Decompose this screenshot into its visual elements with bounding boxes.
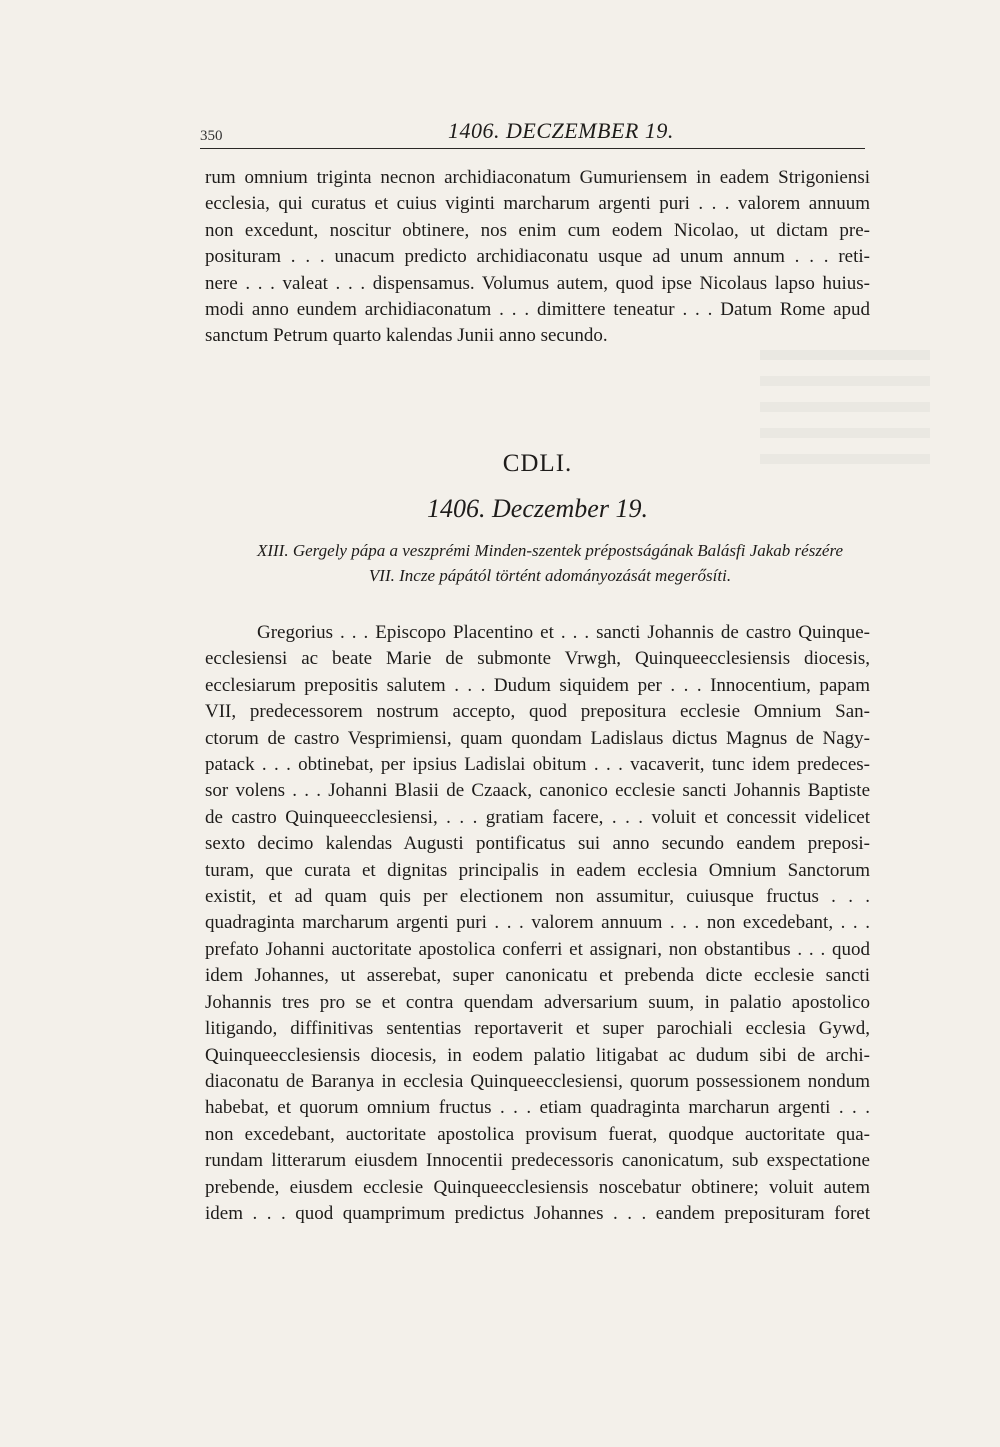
summary-line: XIII. Gergely pápa a veszprémi Minden-szentek prépostságának Balásfi Jakab részére [256, 541, 844, 560]
text-line: sexto decimo kalendas Augusti pontificatus sui anno secundo eandem preposi- [205, 833, 870, 855]
running-head [200, 118, 865, 150]
text-line: rum omnium triginta necnon archidiaconatum Gumuriensem in eadem Strigoniensi [205, 167, 870, 188]
continuation-paragraph [205, 165, 870, 350]
text-line: patack . . . obtinebat, per ipsius Ladislai obitum . . . vacaverit, tunc idem predeces- [205, 754, 870, 776]
text-line: prefato Johanni auctoritate apostolica conferri et assignari, non obstantibus . . . quod [205, 938, 870, 960]
text-line: Johannis tres pro se et contra quendam adversarium suum, in palatio apostolico [205, 991, 870, 1013]
document-number: CDLI. [502, 450, 573, 477]
text-line: ctorum de castro Vesprimiensi, quam quondam Ladislaus dictus Magnus de Nagy- [205, 727, 870, 749]
text-line: ecclesiarum prepositis salutem . . . Dudum siquidem per . . . Innocentium, papam [205, 674, 870, 696]
text-line: habebat, et quorum omnium fructus . . . etiam quadraginta marcharun argenti . . . [205, 1097, 870, 1119]
header-rule [200, 148, 865, 149]
text-line: prebende, eiusdem ecclesie Quinqueecclesiensis noscebatur obtinere; voluit autem [205, 1176, 870, 1198]
summary-line: VII. Incze pápától történt adományozását megerősíti. [368, 566, 732, 585]
text-line: sor volens . . . Johanni Blasii de Czaack, canonico ecclesie sancti Johannis Baptiste [205, 780, 870, 802]
text-line: diaconatu de Baranya in ecclesia Quinqueecclesiensi, quorum possessionem nondum [205, 1070, 870, 1092]
document-summary [230, 538, 870, 588]
text-line: modi anno eundem archidiaconatum . . . dimittere teneatur . . . Datum Rome apud [205, 299, 870, 321]
text-line: non excedebant, auctoritate apostolica provisum fuerat, quodque auctoritate qua- [205, 1123, 870, 1145]
text-line: idem . . . quod quamprimum predictus Johannes . . . eandem preposituram foret [205, 1202, 870, 1224]
text-line: Quinqueecclesiensis diocesis, in eodem palatio litigabat ac dudum sibi de archi- [205, 1044, 870, 1066]
text-line: VII, predecessorem nostrum accepto, quod prepositura ecclesie Omnium San- [205, 701, 870, 723]
running-title: 1406. DECZEMBER 19. [448, 118, 674, 143]
page-number: 350 [200, 128, 223, 144]
text-line: ecclesia, qui curatus et cuius viginti marcharum argenti puri . . . valorem annuum [205, 193, 870, 215]
text-line: sanctum Petrum quarto kalendas Junii anno secundo. [205, 325, 608, 347]
text-line: existit, et ad quam quis per electionem non assumitur, cuiusque fructus . . . [205, 886, 870, 908]
text-line: ecclesiensi ac beate Marie de submonte Vrwgh, Quinqueecclesiensis diocesis, [205, 648, 870, 670]
text-line: quadraginta marcharum argenti puri . . . valorem annuum . . . non excedebant, . . . [205, 912, 870, 934]
text-line: de castro Quinqueecclesiensi, . . . gratiam facere, . . . voluit et concessit videlicet [205, 806, 870, 828]
text-line: posituram . . . unacum predicto archidiaconatu usque ad unum annum . . . reti- [205, 246, 870, 268]
document-date: 1406. Deczember 19. [427, 494, 648, 523]
document-body [205, 620, 870, 1227]
text-line: rundam litterarum eiusdem Innocentii predecessoris canonicatum, sub exspectatione [205, 1150, 870, 1172]
text-line: nere . . . valeat . . . dispensamus. Volumus autem, quod ipse Nicolaus lapso huius- [205, 272, 870, 294]
text-line: turam, que curata et dignitas principalis in eadem ecclesia Omnium Sanctorum [205, 859, 870, 881]
text-line: Gregorius . . . Episcopo Placentino et . . . sancti Johannis de castro Quinque- [257, 622, 870, 643]
text-line: idem Johannes, ut asserebat, super canonicatu et prebenda dicte ecclesie sancti [205, 965, 870, 987]
text-line: litigando, diffinitivas sententias reportaverit et super parochiali ecclesia Gywd, [205, 1018, 870, 1040]
text-line: non excedunt, noscitur obtinere, nos enim cum eodem Nicolao, ut dictam pre- [205, 219, 870, 241]
